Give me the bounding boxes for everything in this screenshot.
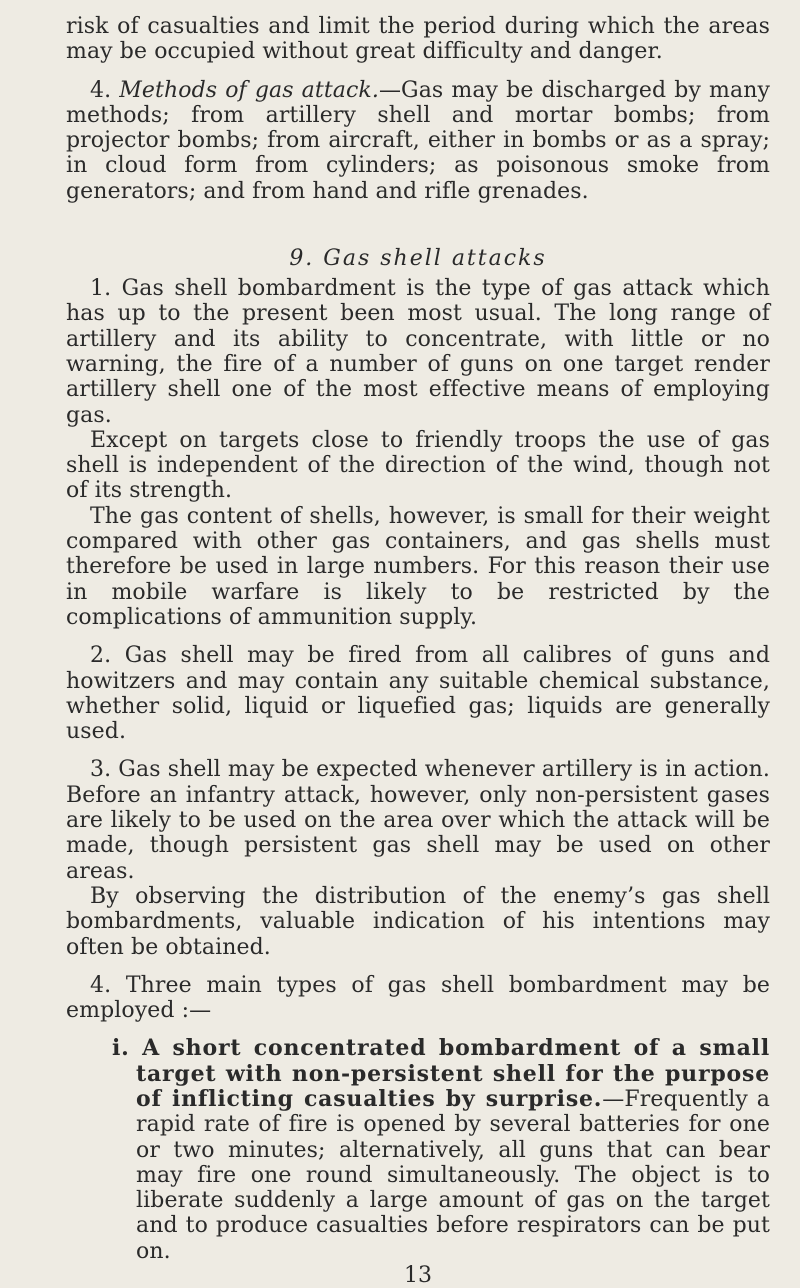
subparagraph-i-text: —Frequently a rapid rate of fire is opened by several batteries for one or two minutes; alternatively, all guns that can bear may fire one round simultaneously. The object is to liberate suddenly a large amount of gas on the target and to produce casualties before respirators can be put on. xyxy=(136,1086,770,1264)
subparagraph-i xyxy=(66,1036,770,1264)
subparagraph-i-lead: i. A short concentrated bombardment of a small target with non-persistent shell for the purpose of inflicting casualties by surprise. xyxy=(112,1035,770,1112)
paragraph-3b: By observing the distribution of the enemy’s gas shell bombardments, valuable indication of his intentions may often be obtained. xyxy=(66,883,770,960)
methods-text: —Gas may be discharged by many methods; from artillery shell and mortar bombs; from projector bombs; from aircraft, either in bombs or as a spray; in cloud form from cylinders; as poisonous smoke from generators; and from hand and rifle grenades. xyxy=(66,77,770,204)
paragraph-4: 4. Three main types of gas shell bombardment may be employed :— xyxy=(66,972,770,1024)
paragraph-1: 1. Gas shell bombardment is the type of gas attack which has up to the present been most usual. The long range of artillery and its ability to concentrate, with little or no warning, the fire of a number of guns on one target render artillery shell one of the most effective means of employing gas. xyxy=(66,276,770,428)
page-number: 13 xyxy=(404,1263,432,1288)
section-title: 9. Gas shell attacks xyxy=(289,246,547,272)
paragraph-1c: The gas content of shells, however, is small for their weight compared with other gas containers, and gas shells must therefore be used in large numbers. For this reason their use in mobile warfare is likely to be restricted by the complications of ammunition supply. xyxy=(66,503,770,630)
paragraph-2: 2. Gas shell may be fired from all calibres of guns and howitzers and may contain any suitable chemical substance, whether solid, liquid or liquefied gas; liquids are generally used. xyxy=(66,643,770,745)
intro-paragraph: risk of casualties and limit the period during which the areas may be occupied without great difficulty and danger. xyxy=(66,14,770,65)
methods-number: 4. xyxy=(90,77,112,103)
methods-heading: Methods of gas attack. xyxy=(119,77,379,103)
methods-paragraph xyxy=(66,78,770,204)
paragraph-1b: Except on targets close to friendly troops the use of gas shell is independent of the direction of the wind, though not of its strength. xyxy=(66,427,770,504)
paragraph-3: 3. Gas shell may be expected whenever artillery is in action. Before an infantry attack, however, only non-persistent gases are likely to be used on the area over which the attack will be made, though persistent gas shell may be used on other areas. xyxy=(66,757,770,884)
